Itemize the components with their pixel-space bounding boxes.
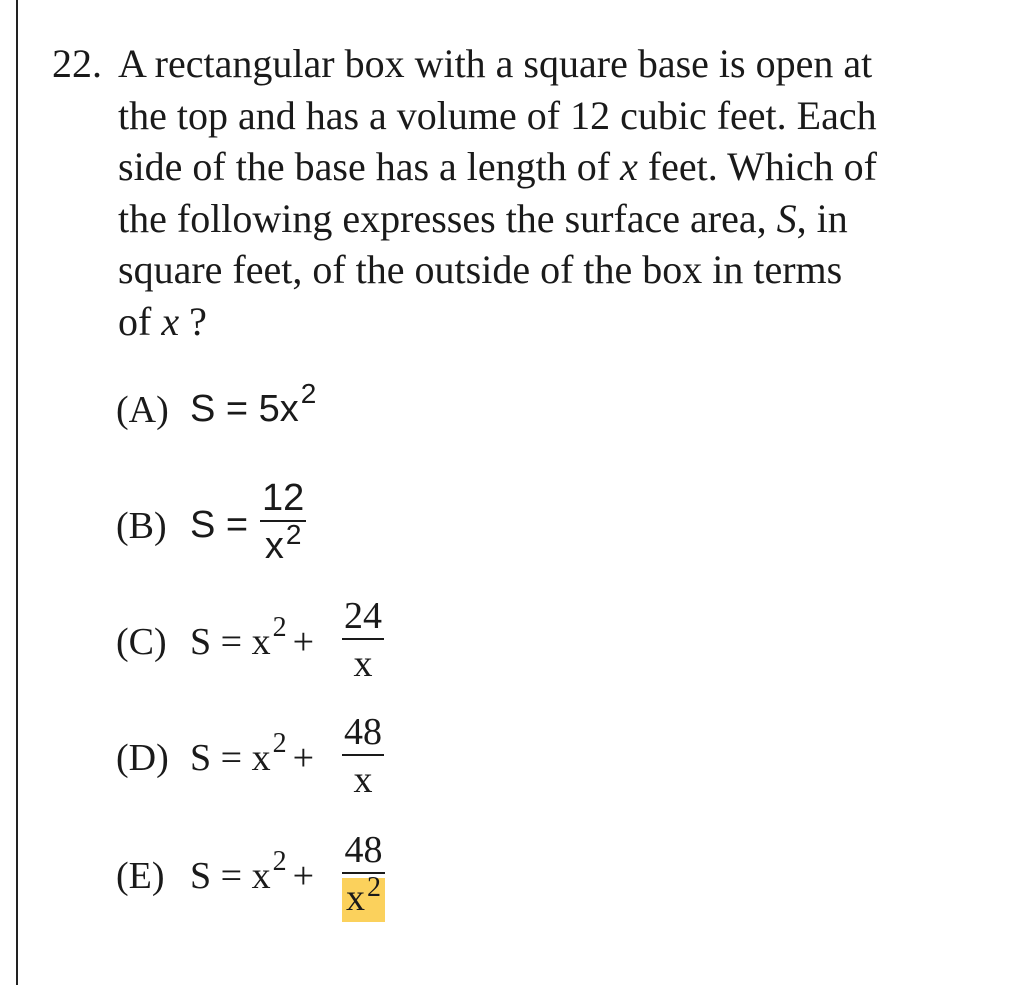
choice-e-expression: [190, 846, 315, 898]
choice-c-fraction: [342, 596, 384, 684]
choice-e-numerator: 48: [342, 830, 385, 874]
choice-d-label: (D): [116, 737, 169, 779]
choice-a-label: (A): [116, 389, 169, 431]
choice-e-denominator-highlight: [342, 872, 385, 922]
choice-a-lhs: S = 5x: [190, 388, 299, 430]
choice-e-den-exponent: 2: [367, 872, 381, 903]
choice-e-label: (E): [116, 855, 165, 897]
choice-e-den-base: x: [346, 877, 365, 919]
variable-x-2: x: [161, 298, 180, 344]
stem-line-1: A rectangular box with a square base is open at: [118, 41, 873, 86]
choice-c-label: (C): [116, 621, 167, 663]
choice-e-plus: +: [292, 855, 315, 897]
variable-s: S: [776, 195, 797, 241]
stem-line-4: [118, 193, 948, 245]
choice-e-exponent: 2: [272, 846, 287, 877]
question-number: 22.: [52, 41, 102, 86]
choice-b-lhs: S =: [190, 504, 249, 546]
stem-line-4-text: the following expresses the surface area,: [118, 195, 777, 241]
stem-line-3: [118, 141, 948, 193]
choice-c-plus: +: [292, 621, 315, 663]
stem-line-5: square feet, of the outside of the box in terms: [118, 247, 843, 292]
choice-e-lhs: S = x: [190, 855, 271, 897]
choice-a-exponent: 2: [300, 378, 317, 409]
choice-e-denominator: [342, 874, 385, 922]
choice-d-plus: +: [292, 737, 315, 779]
question-stem: [118, 38, 948, 347]
choice-c-expression: [190, 612, 315, 664]
choice-c-exponent: 2: [272, 612, 287, 643]
choice-d-expression: [190, 728, 315, 780]
choice-c-denominator: x: [353, 643, 373, 685]
choice-b-denominator: [260, 519, 306, 569]
choice-b-den-base: x: [264, 525, 284, 567]
choice-b-fraction: [260, 478, 306, 569]
choice-b-den-exponent: 2: [285, 519, 302, 550]
choice-b-label: (B): [116, 505, 167, 547]
stem-line-3-text: side of the base has a length of: [118, 144, 621, 189]
stem-line-2: the top and has a volume of 12 cubic feet. Each: [118, 92, 877, 138]
choice-d-numerator: 48: [342, 712, 384, 756]
choice-b-numerator: 12: [260, 478, 306, 522]
stem-line-3-end: feet. Which of: [637, 144, 878, 189]
choice-a-expression: [190, 378, 317, 431]
stem-line-6-text: of: [118, 298, 162, 344]
choice-d-exponent: 2: [272, 728, 287, 759]
choice-d-lhs: S = x: [190, 737, 271, 779]
stem-line-6: [118, 296, 948, 348]
stem-line-6-end: ?: [179, 298, 207, 344]
choice-c-numerator: 24: [342, 596, 384, 640]
left-border-line: [16, 0, 18, 985]
choice-d-fraction: [342, 712, 384, 800]
choice-e-fraction: [342, 830, 385, 922]
choice-c-lhs: S = x: [190, 621, 271, 663]
variable-x: x: [620, 144, 638, 189]
stem-line-4-end: , in: [796, 195, 848, 241]
choice-d-denominator: x: [353, 759, 373, 801]
